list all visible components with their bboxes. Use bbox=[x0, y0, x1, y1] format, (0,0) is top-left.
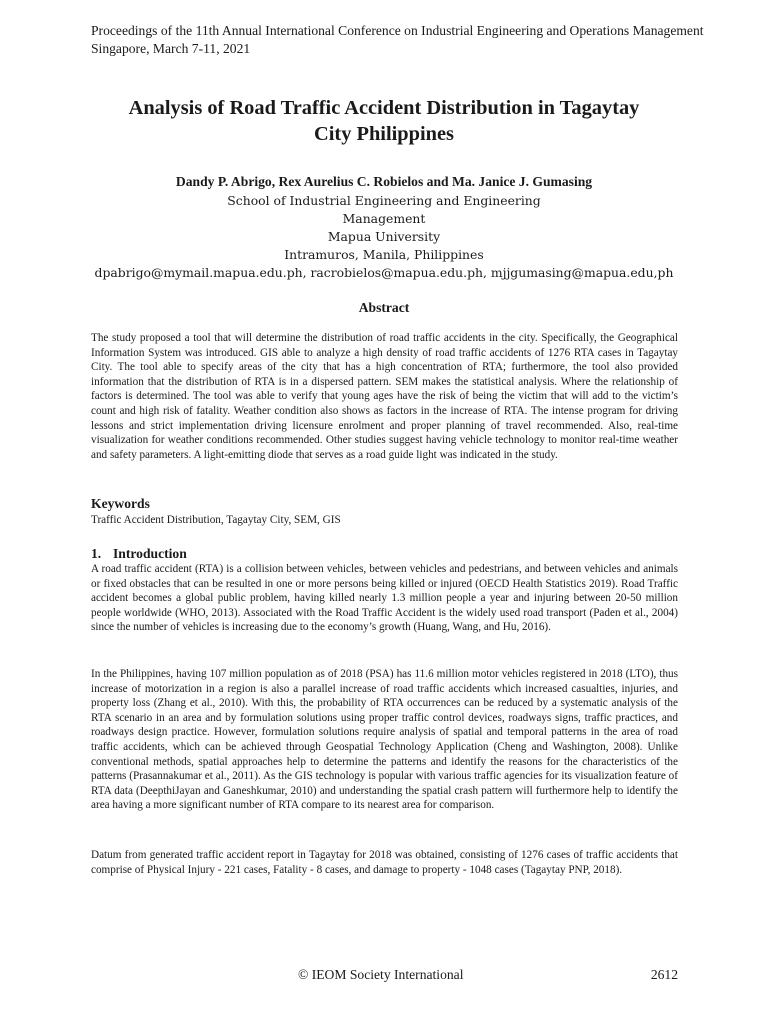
section-number: 1. bbox=[91, 546, 102, 561]
affiliation-block bbox=[84, 192, 684, 282]
title-line-2: City Philippines bbox=[314, 123, 454, 145]
author-emails: dpabrigo@mymail.mapua.edu.ph, racrobielos@mapua.edu.ph, mjjgumasing@mapua.edu,ph bbox=[94, 265, 674, 280]
affiliation-line-1: School of Industrial Engineering and Engineering bbox=[227, 193, 541, 208]
header-line-2: Singapore, March 7-11, 2021 bbox=[91, 41, 251, 56]
header-line-1: Proceedings of the 11th Annual International Conference on Industrial Engineering and Operations Management bbox=[91, 23, 704, 38]
abstract-heading: Abstract bbox=[358, 300, 410, 315]
keywords-text: Traffic Accident Distribution, Tagaytay City, SEM, GIS bbox=[91, 514, 341, 526]
section-title: Introduction bbox=[113, 546, 187, 561]
affiliation-line-4: Intramuros, Manila, Philippines bbox=[284, 247, 484, 262]
paper-title bbox=[60, 95, 708, 147]
abstract-text: The study proposed a tool that will determine the distribution of road traffic accidents in the city. Specifically, the Geographical Information System was introduced. GIS able to analyze a high density of road traffic accidents of 1276 RTA cases in Tagaytay City. The tool able to specify areas of the city that has a high concentration of RTA; furthermore, the tool also provided information that the distribution of RTA is in a dispersed pattern. SEM makes the statistical analysis. Where the relationship of factors is determined. The tool was able to verify that young ages have the risk of being the victim that will add to the victim’s count and high risk of fatality. Weather condition also shows as factors in the increase of RTA. The intense program for driving lessons and strict implementation driving licensure enrolment and proper planning of travel recommended. Also, real-time visualization for weather conditions recommended. Other studies suggest having vehicle technology to monitor real-time weather and safety parameters. A light-emitting diode that serves as a road guide light was indicated in the study. bbox=[91, 332, 678, 461]
intro-paragraph-2: In the Philippines, having 107 million population as of 2018 (PSA) has 11.6 million motor vehicles registered in 2018 (LTO), thus increase of motorization in a region is also a parallel increase of road traffic accidents which increased casualties, injuries, and property loss (Zhang et al., 2010). With this, the probability of RTA occurrences can be reduced by a systematic analysis of the RTA scenario in an area and by formulation solutions using proper traffic control devices, roadways signs, traffic practices, and roadways design practice. However, formulation solutions require analysis of spatial and temporal patterns in the area of road traffic accidents, which can be achieved through Geospatial Technology Application (Cheng and Washington, 2008). Unlike conventional methods, spatial approaches help to determine the patterns and identify the reasons for the characteristics of the patterns (Prasannakumar et al., 2011). As the GIS technology is popular with various traffic agencies for its visualization feature of RTA data (DeepthiJayan and Ganeshkumar, 2010) and understanding the spatial crash pattern will furthermore help to identify the area having a more significant number of RTA compare to its nearest area for comparison. bbox=[91, 668, 678, 812]
introduction-heading bbox=[91, 546, 187, 562]
proceedings-header bbox=[91, 22, 741, 58]
intro-paragraph-3: Datum from generated traffic accident report in Tagaytay for 2018 was obtained, consisting of 1276 cases of traffic accidents that comprise of Physical Injury - 221 cases, Fatality - 8 cases, and damage to property - 1048 cases (Tagaytay PNP, 2018). bbox=[91, 849, 678, 876]
intro-paragraph-1: A road traffic accident (RTA) is a collision between vehicles, between vehicles and pedestrians, and between vehicles and animals or fixed obstacles that can be resulted in one or more persons being killed or injured (OECD Health Statistics 2019). Road Traffic accident becomes a global public problem, having killed nearly 1.3 million people a year and injuring between 20-50 million people worldwide (WHO, 2013). Associated with the Road Traffic Accident is the widely used road transport (Paden et al., 2004) since the number of vehicles is increasing due to the economy’s growth (Huang, Wang, and Hu, 2016). bbox=[91, 563, 678, 634]
affiliation-line-3: Mapua University bbox=[327, 229, 441, 244]
author-list: Dandy P. Abrigo, Rex Aurelius C. Robielos and Ma. Janice J. Gumasing bbox=[175, 174, 593, 189]
keywords-heading: Keywords bbox=[91, 496, 150, 511]
footer-page-number: 2612 bbox=[650, 967, 678, 982]
footer-copyright: © IEOM Society International bbox=[298, 967, 464, 982]
title-line-1: Analysis of Road Traffic Accident Distribution in Tagaytay bbox=[128, 97, 640, 119]
affiliation-line-2: Management bbox=[342, 211, 426, 226]
